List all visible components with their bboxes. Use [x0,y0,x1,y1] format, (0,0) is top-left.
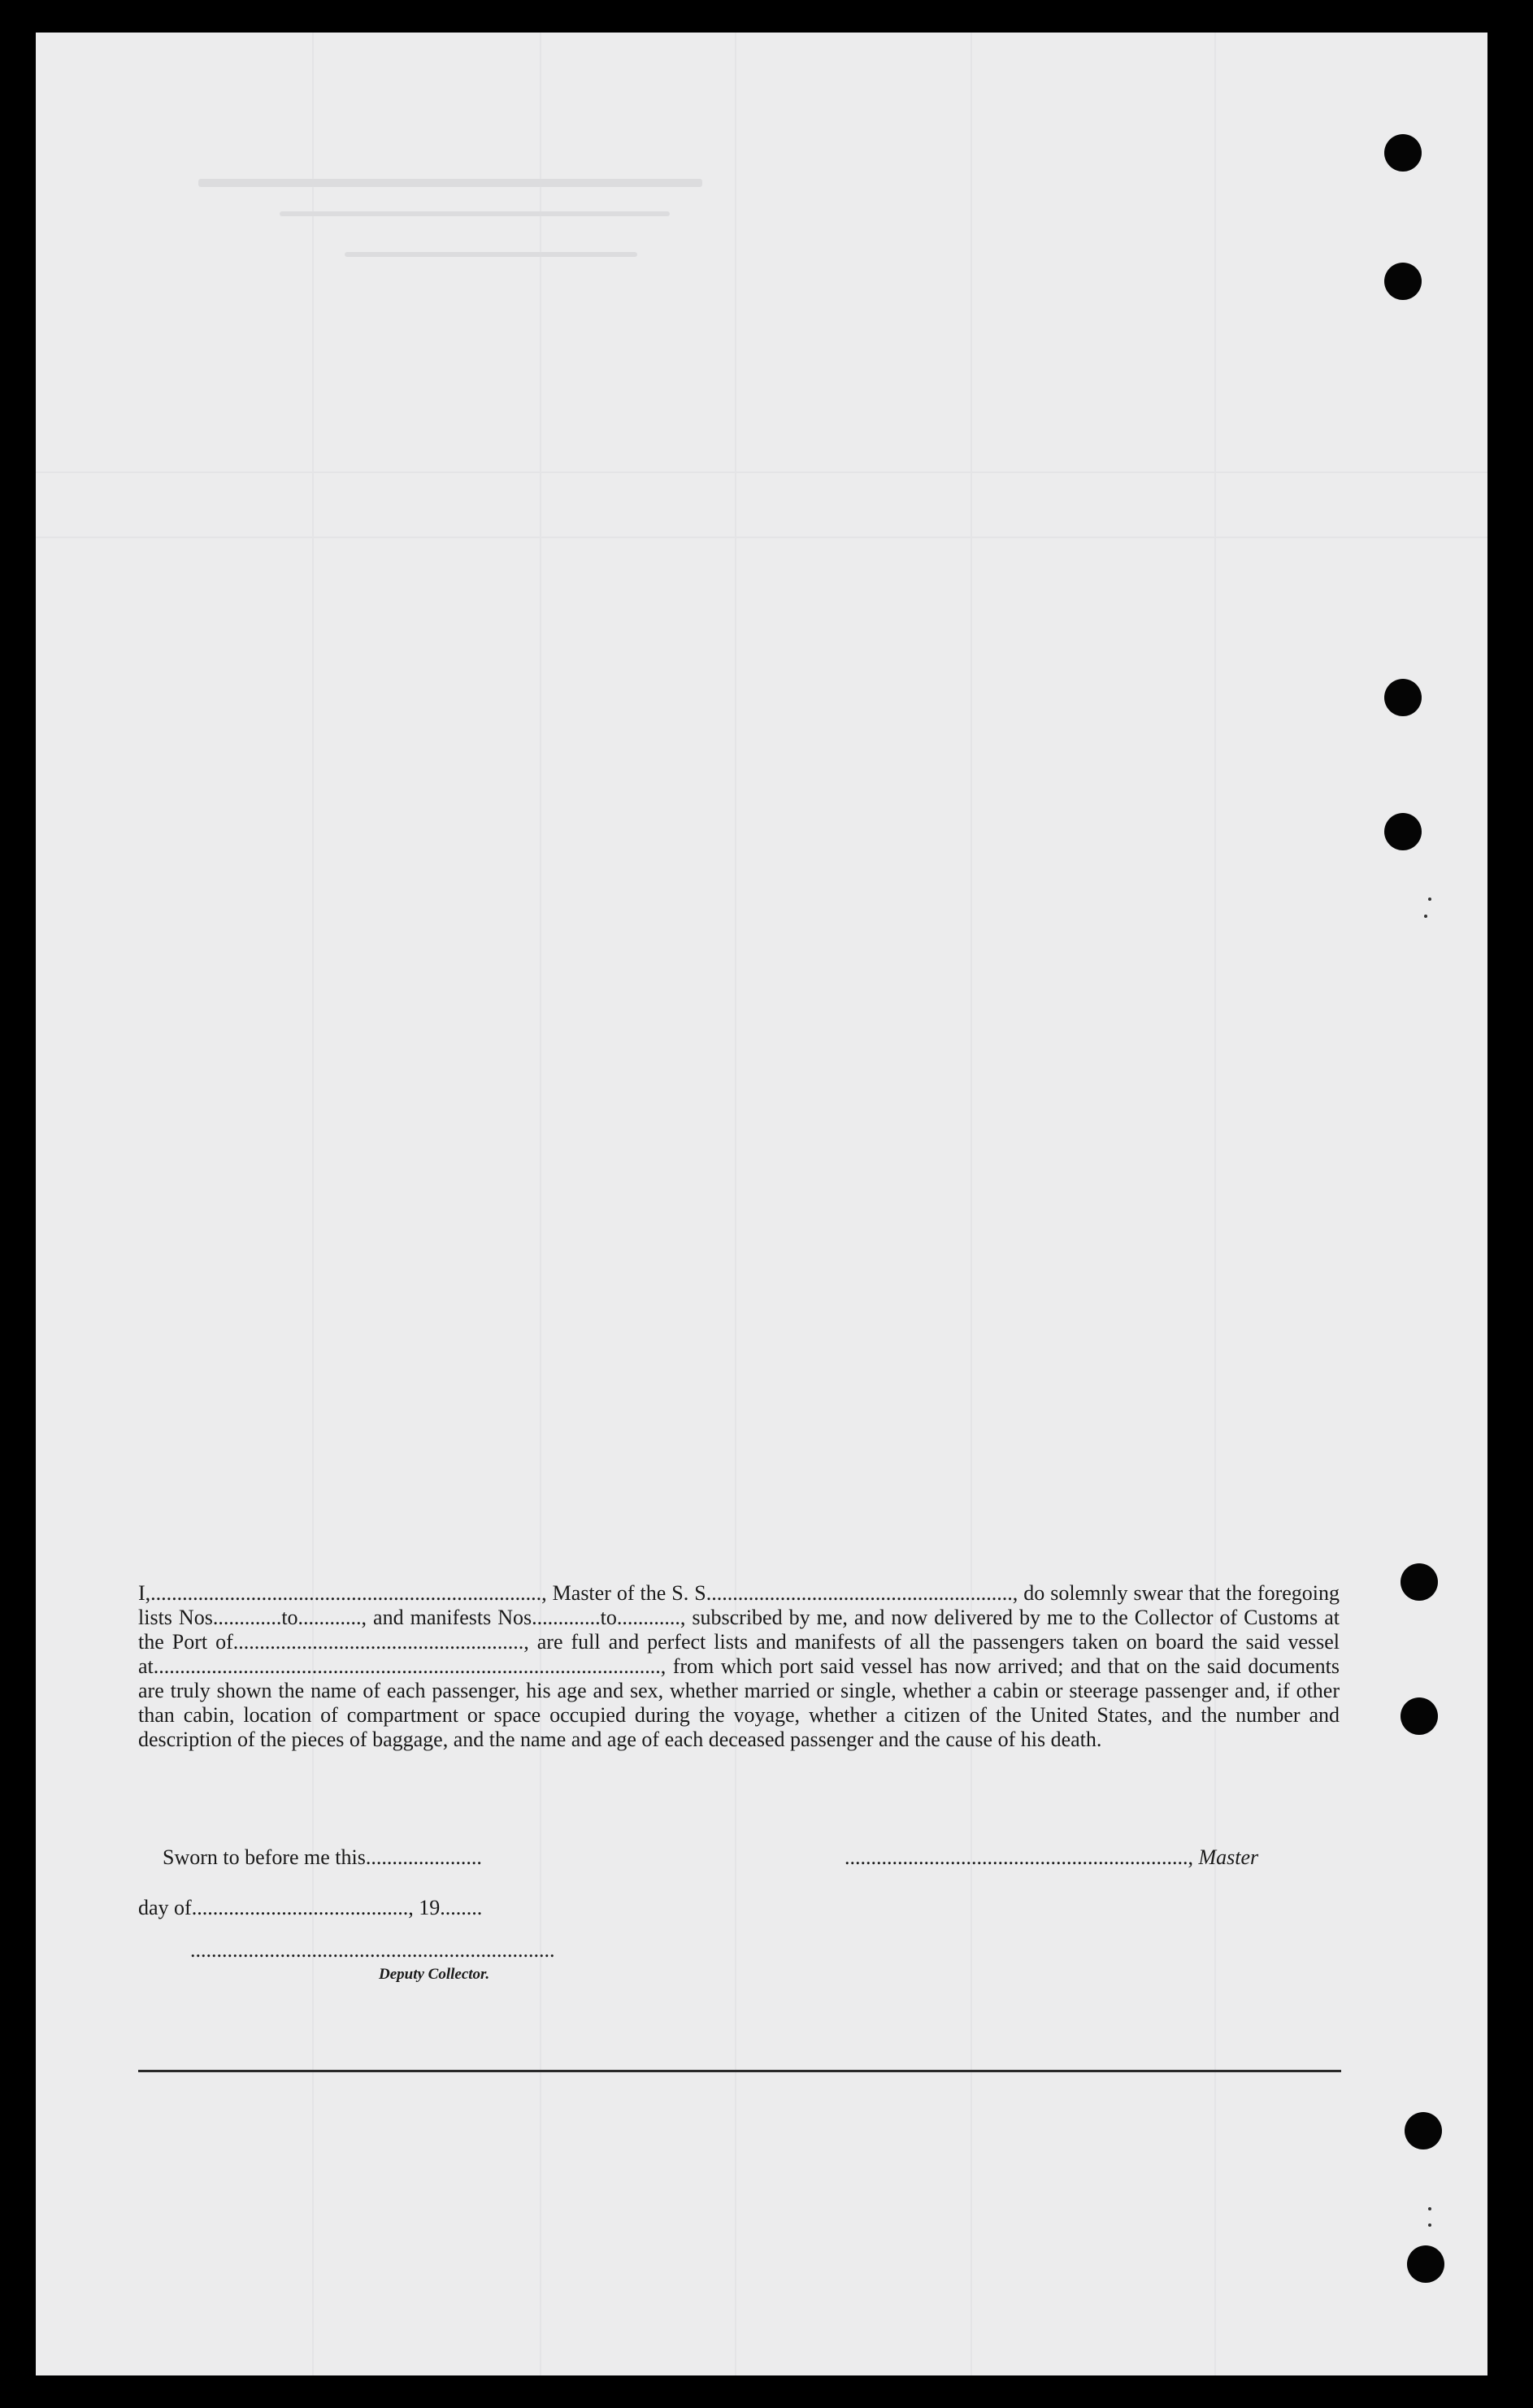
bleed-through-line [36,472,1487,473]
deputy-signature-dots: ..................................................................... [190,1938,555,1962]
punch-hole [1384,813,1422,850]
paper-speck [1424,915,1427,918]
master-signature-line [845,1845,1258,1870]
deputy-collector-label: Deputy Collector. [379,1966,490,1983]
master-label: Master [1198,1845,1259,1869]
paper-speck [1428,2207,1431,2210]
bleed-through-line [1214,33,1216,2375]
horizontal-rule [138,2070,1341,2072]
bleed-through-line [540,33,541,2375]
bleed-through-line [735,33,736,2375]
punch-hole [1384,679,1422,716]
punch-hole [1384,134,1422,172]
bleed-through-line [36,537,1487,538]
punch-hole [1405,2112,1442,2149]
day-line: day of........................................., 19........ [138,1896,483,1919]
paper-speck [1428,898,1431,901]
bleed-through-line [312,33,314,2375]
punch-hole [1401,1563,1438,1601]
paper-speck [1428,2223,1431,2227]
sworn-line: Sworn to before me this...................... [163,1845,482,1869]
bleed-through-heading [182,130,914,293]
document-page [36,33,1487,2375]
punch-hole [1384,263,1422,300]
punch-hole [1401,1697,1438,1735]
punch-hole [1407,2245,1444,2283]
bleed-through-line [971,33,972,2375]
oath-paragraph: I,.........................................................................., Master of the S. S.........................................................., do solemnly swear that the foregoing lists Nos.............to............, and manifests Nos.............to............, subscribed by me, and now delivered by me to the Collector of Customs at the Port of......................................................., are full and perfect lists and manifests of all the passengers taken on board the said vessel at................................................................................................, from which port said vessel has now arrived; and that on the said documents are truly shown the name of each passenger, his age and sex, whether married or single, whether a cabin or steerage passenger and, if other than cabin, location of compartment or space occupied during the voyage, whether a citizen of the United States, and the number and description of the pieces of baggage, and the name and age of each deceased passenger and the cause of his death. [138,1581,1340,1751]
master-signature-dots: ................................................................., [845,1845,1193,1869]
